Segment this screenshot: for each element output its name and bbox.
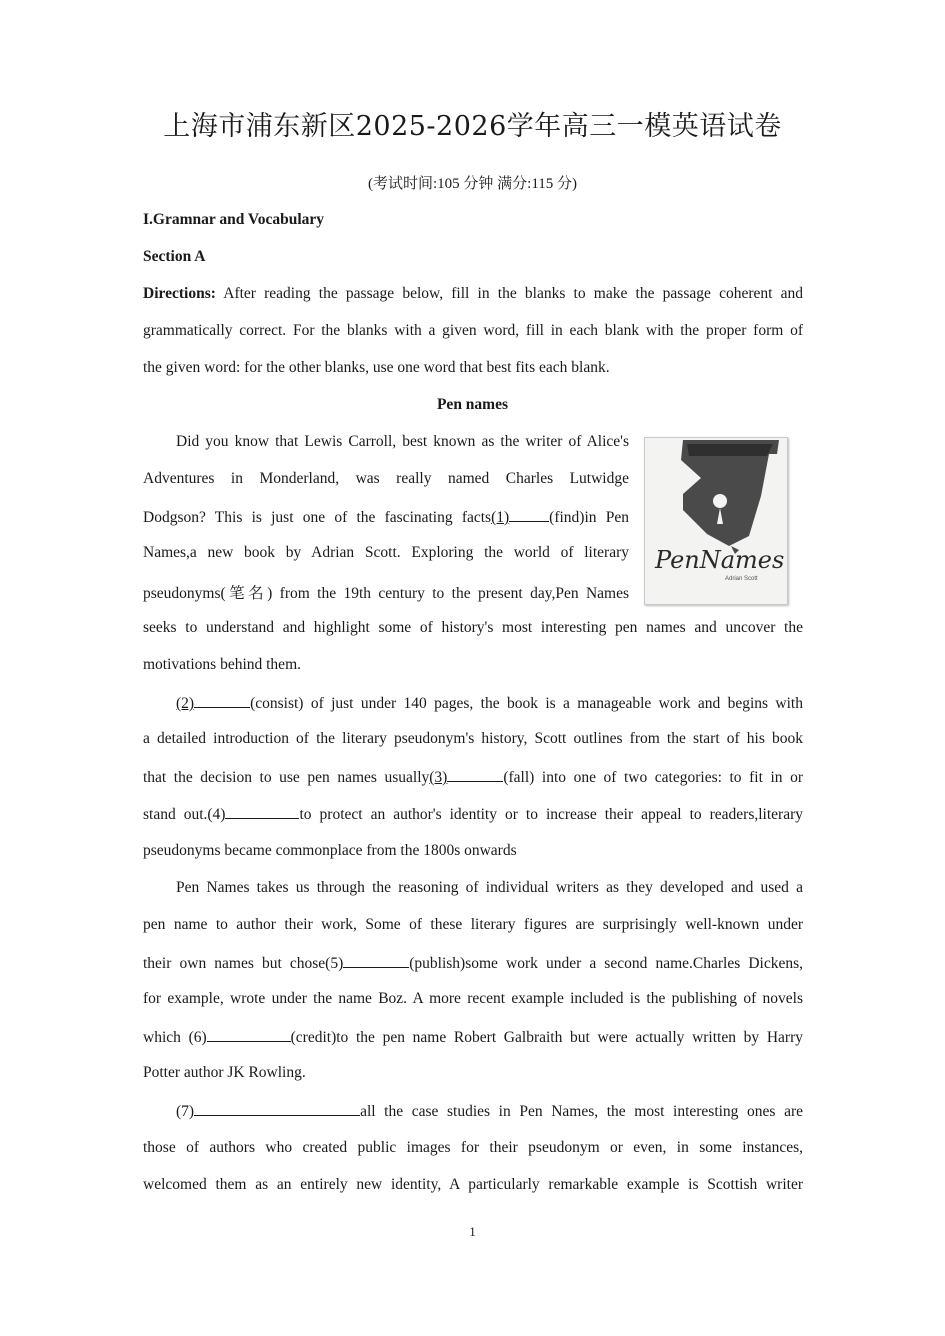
book-cover-author: Adrian Scott — [725, 576, 758, 582]
para1-line-3: Dodgson? This is just one of the fascinating facts(1) (find)in Pen — [143, 509, 629, 526]
blank-2-number: (2) — [176, 695, 195, 712]
section-sub-heading: Section A — [143, 248, 206, 265]
para1-line-4: Names,a new book by Adrian Scott. Exploring the world of literary — [143, 544, 629, 561]
blank-7[interactable] — [194, 1101, 360, 1116]
directions-line-1: Directions: After reading the passage below, fill in the blanks to make the passage coherent and — [143, 285, 803, 302]
para4-line-1: (7) all the case studies in Pen Names, the most interesting ones are — [176, 1103, 803, 1120]
para2-line-1: (2) (consist) of just under 140 pages, the book is a manageable work and begins with — [176, 695, 803, 712]
directions-label: Directions: — [143, 285, 216, 302]
para1-line-6: seeks to understand and highlight some of history's most interesting pen names and uncover the — [143, 619, 803, 636]
section-heading: I.Gramnar and Vocabulary — [143, 211, 325, 228]
para4-line-3: welcomed them as an entirely new identity, A particularly remarkable example is Scottish writer — [143, 1176, 803, 1193]
para3-line-1: Pen Names takes us through the reasoning of individual writers as they developed and used a — [176, 879, 803, 896]
para4-line-2: those of authors who created public images for their pseudonym or even, in some instances, — [143, 1139, 803, 1156]
blank-5[interactable] — [343, 953, 409, 968]
blank-3[interactable] — [447, 767, 503, 782]
exam-subtitle: (考试时间:105 分钟 满分:115 分) — [367, 176, 578, 192]
para3-line-5: which (6) (credit)to the pen name Robert Galbraith but were actually written by Harry — [143, 1029, 803, 1046]
blank-4[interactable] — [225, 804, 299, 819]
blank-1[interactable] — [509, 507, 549, 522]
pen-names-book-cover — [644, 437, 788, 605]
exam-title: 上海市浦东新区2025-2026学年高三一模英语试卷 — [163, 111, 782, 142]
para2-line-4: stand out.(4) to protect an author's identity or to increase their appeal to readers,literary — [143, 806, 803, 823]
para3-line-2: pen name to author their work, Some of these literary figures are surprisingly well-known under — [143, 916, 803, 933]
para2-line-5: pseudonyms became commonplace from the 1800s onwards — [143, 842, 517, 859]
directions-line-3: the given word: for the other blanks, use one word that best fits each blank. — [143, 359, 610, 376]
blank-1-number: (1) — [491, 509, 510, 526]
blank-3-number: (3) — [429, 769, 448, 786]
para2-line-3: that the decision to use pen names usually(3) (fall) into one of two categories: to fit in or — [143, 769, 803, 786]
passage-title: Pen names — [436, 396, 509, 413]
page-number: 1 — [469, 1224, 476, 1239]
para1-line-1: Did you know that Lewis Carroll, best known as the writer of Alice's — [176, 433, 629, 450]
para1-line-5: pseudonyms(笔名) from the 19th century to the present day,Pen Names — [143, 585, 629, 602]
blank-6[interactable] — [207, 1027, 291, 1042]
para3-line-3: their own names but chose(5) (publish)some work under a second name.Charles Dickens, — [143, 955, 803, 972]
para3-line-4: for example, wrote under the name Boz. A more recent example included is the publishing of novels — [143, 990, 803, 1007]
fountain-pen-nib-icon — [645, 438, 787, 604]
book-cover-title: PenNames — [655, 546, 785, 574]
blank-2[interactable] — [194, 693, 250, 708]
para2-line-2: a detailed introduction of the literary pseudonym's history, Scott outlines from the start of his book — [143, 730, 803, 747]
blank-7-number: (7) — [176, 1103, 195, 1120]
directions-line-2: grammatically correct. For the blanks with a given word, fill in each blank with the proper form of — [143, 322, 803, 339]
para3-line-6: Potter author JK Rowling. — [143, 1064, 306, 1081]
para1-line-2: Adventures in Monderland, was really named Charles Lutwidge — [143, 470, 629, 487]
para1-line-7: motivations behind them. — [143, 656, 301, 673]
